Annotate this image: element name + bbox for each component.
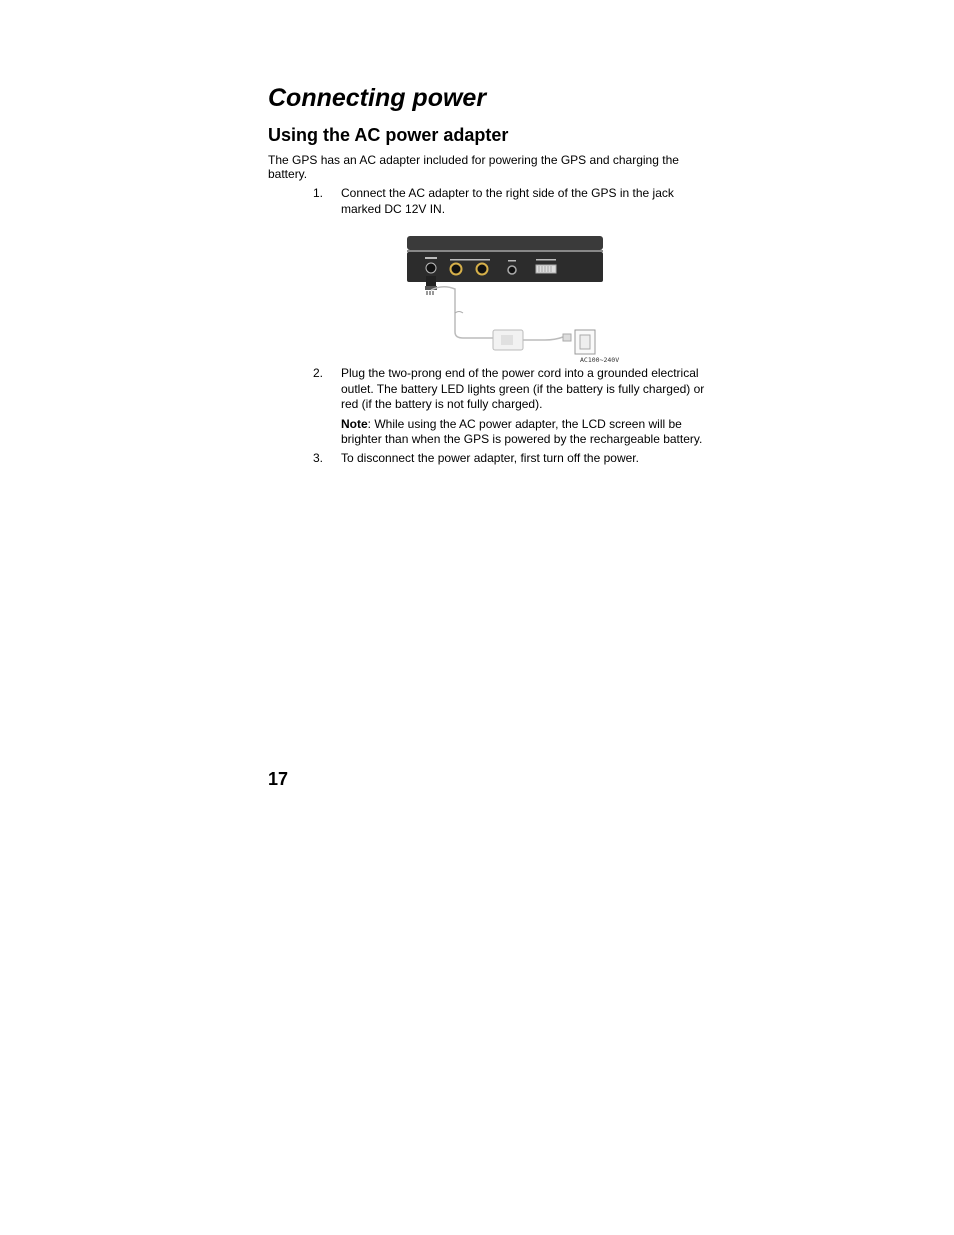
adapter-connection-figure [405, 234, 625, 366]
step-text: To disconnect the power adapter, first turn off the power. [341, 451, 639, 465]
headphone-jack [508, 266, 516, 274]
gps-device-top [407, 236, 603, 250]
intro-paragraph: The GPS has an AC adapter included for powering the GPS and charging the battery. [268, 153, 679, 181]
step-number: 3. [313, 451, 324, 465]
power-cord [523, 337, 563, 340]
dc-in-jack [426, 263, 436, 273]
section-heading: Using the AC power adapter [268, 125, 509, 145]
step-text: Connect the AC adapter to the right side of the GPS in the jack marked DC 12V IN. [341, 186, 674, 216]
two-prong-plug [563, 334, 571, 341]
note-label: Note [341, 417, 368, 431]
step-text: Plug the two-prong end of the power cord into a grounded electrical outlet. The battery LED lights green (if the battery is fully charged) or red (if the battery is not fully charged). [341, 366, 705, 411]
page-number: 17 [268, 769, 289, 789]
port-2 [477, 264, 488, 275]
note [341, 417, 713, 446]
page-title: Connecting power [268, 84, 487, 112]
gps-adapter-illustration [405, 234, 625, 366]
note-text: : While using the AC power adapter, the LCD screen will be brighter than when the GPS is powered by the rechargeable battery. [341, 417, 703, 446]
port-1 [451, 264, 462, 275]
step-number: 1. [313, 186, 324, 200]
voltage-label: AC100~240V [580, 356, 620, 364]
step-number: 2. [313, 366, 324, 380]
